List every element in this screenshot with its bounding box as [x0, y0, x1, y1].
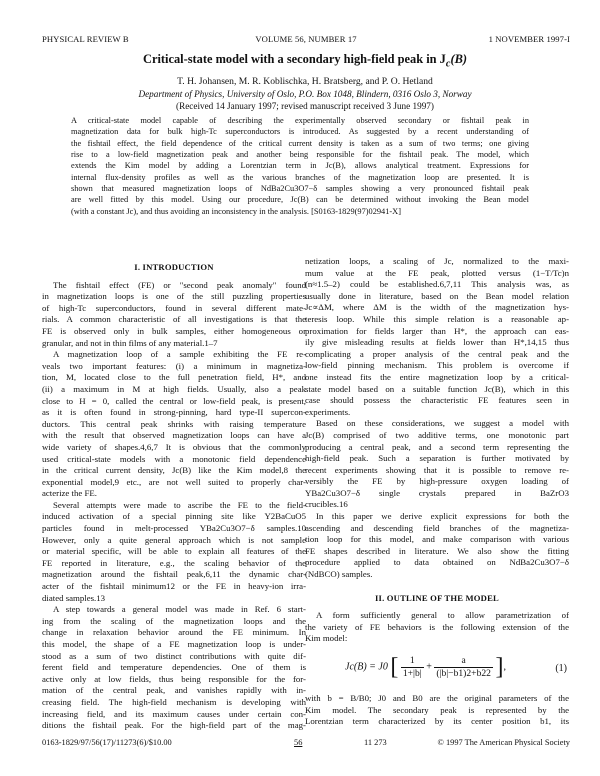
body-text-line: exponential model,9 etc., are not well suited to properly char- [42, 476, 306, 487]
body-text-line: in the critical current density, Jc(B) like the Kim model,8 the [42, 465, 306, 476]
body-text-line: However, only a quite general approach which is not sample [42, 534, 306, 545]
body-text-line: recent experiments showing that it is possible to remove re- [305, 464, 569, 475]
body-text-line: case should possess the characteristic FE features seen in [305, 395, 569, 406]
body-text-line: Several attempts were made to ascribe the FE to the field- [53, 499, 306, 510]
body-text-line: procedure applied to data obtained on NdBa2Cu3O7−δ [305, 557, 569, 568]
page-number: 11 273 [364, 738, 387, 747]
body-text-line: granular, and not in thin films of any material.1–7 [42, 337, 218, 348]
body-text-line: as it is often found in strong-pinning, hard type-II supercon- [42, 407, 306, 418]
body-text-line: Jc∝ΔM, where ΔM is the width of the magnetization hys- [305, 302, 569, 313]
body-text-line: A step towards a general model was made in Ref. 6 start- [53, 604, 306, 615]
body-text-line: rials. A common characteristic of all investigations is that the [42, 314, 306, 325]
right-column [305, 256, 569, 728]
body-text-line: A magnetization loop of a sample exhibiting the FE re- [53, 349, 306, 360]
body-text-line: magnetization around the fishtail peak,6,11 the dynamic char- [42, 569, 306, 580]
abstract-line: A critical-state model capable of describing the experimentally observed secondary or fishtail peak in [71, 116, 529, 125]
body-text-line: induced activation of a special pinning site like Y2BaCuO5 [42, 511, 306, 522]
body-text-line: crucibles.16 [305, 499, 348, 510]
body-text-line: FE shapes described in literature. We also show the fitting [305, 545, 569, 556]
body-text-line: active only at low fields, thus being responsible for the for- [42, 673, 306, 684]
body-text-line: In this paper we derive explicit expressions for both the [316, 511, 569, 522]
equation-1 [305, 649, 569, 689]
body-text-line: stood as a sum of two distinct contributions with quite dif- [42, 650, 306, 661]
body-text-line: experiments. [305, 406, 351, 417]
abstract-line: the fishtail effect, the field dependence of the critical current density is taken as a sum of two terms; one giving [71, 138, 529, 148]
equation-lhs: Jc(B) = J0 [345, 661, 388, 673]
equation-plus: + [426, 661, 432, 673]
body-text-line: (ii) a maximum in M at high fields. Usually, also a peak [42, 383, 306, 394]
body-text-line: particles found in melt-processed YBa2Cu3O7−δ samples.10 [42, 523, 306, 534]
right-column-body-b [305, 610, 569, 645]
paper-title [40, 52, 570, 69]
body-text-line: increasing field, and its maximum causes under certain con- [42, 708, 306, 719]
copyright: © 1997 The American Physical Society [437, 738, 570, 747]
equation-term2 [434, 655, 493, 679]
right-column-body-c [305, 693, 569, 728]
body-text-line: with b = B/B0; J0 and B0 are the original parameters of the [305, 693, 569, 703]
left-column [42, 256, 306, 732]
footer-volume: 56 [294, 738, 303, 747]
body-text-line: with the result that observed magnetization loops can have a [42, 430, 306, 441]
abstract-line: shown that measured magnetization loops of NdBa2Cu3O7−δ samples showing a very pronounced fishtail peak [71, 184, 529, 194]
abstract-line: (with a constant Jc), and thus avoiding an inconsistency in the analysis. [S0163-1829(97)02941-X] [71, 206, 401, 216]
term2-numerator: a [434, 655, 493, 668]
abstract-line: extends the Kim model by adding a Lorentzian term in Jc(B), allows analytical treatment. Expressions for [71, 161, 529, 171]
section-heading-introduction: I. INTRODUCTION [134, 262, 214, 272]
body-text-line: in magnetization loops is one of the still puzzling properties [42, 291, 306, 302]
body-text-line: wide variety of shapes.4,6,7 It is obvious that the commonly [42, 441, 306, 452]
body-text-line: versibly the FE by high-pressure oxygen loading of [305, 476, 569, 487]
term1-denominator: 1+|b| [402, 667, 422, 679]
body-text-line: Kim model. The secondary peak is represented by the [305, 704, 569, 715]
body-text-line: ferent field and temperature dependencies. One of them is [42, 662, 306, 673]
body-text-line: acter of the fishtail minimum12 or the FE in heavy-ion irra- [42, 581, 306, 592]
title-text: Critical-state model with a secondary high-field peak in J [143, 52, 446, 66]
body-text-line: of high-Tc superconductors, found in several different mate- [42, 302, 306, 313]
body-text-line: or material specific, will be able to explain all features of the [42, 546, 306, 557]
body-text-line: one instead fits the entire magnetization loop by a critical- [305, 371, 569, 382]
body-text-line: this model, the shape of a FE magnetization loop is under- [42, 639, 306, 649]
volume-number: VOLUME 56, NUMBER 17 [255, 34, 357, 44]
body-text-line: Kim model: [305, 633, 348, 644]
title-tail: (B) [450, 52, 467, 66]
equation-term1 [401, 655, 424, 679]
body-text-line: ductors. This central peak shrinks with raising temperature [42, 418, 306, 429]
abstract [71, 115, 529, 217]
body-text-line: FE is observed only in bulk samples, either homogeneous or [42, 325, 306, 336]
title-subscript: c [445, 58, 451, 70]
equation-number: (1) [555, 663, 567, 674]
abstract-line: rise to a low-field magnetization peak and another being responsible for the fishtail peak. The model, which [71, 150, 529, 160]
abstract-line: magnetization data for bulk high-Tc superconductors is introduced. As suggested by a recent understanding of [71, 127, 529, 137]
body-text-line: proximation for fields larger than H*, the approach can eas- [305, 325, 569, 336]
body-text-line: state model based on a suitable function Jc(B), which in this [305, 383, 569, 394]
body-text-line: creasing field. The high-field mechanism is developing with [42, 696, 306, 707]
body-text-line: Lorentzian term characterized by its center position b1, its [305, 716, 569, 727]
equation-body: Jc(B) = J0 [ $\frac{1}{1+|b|}$ + $\frac{a}{(|b|-b1)2+b22}$ ], [345, 654, 506, 681]
body-text-line: low-field pinning mechanism. This problem is overcome if [305, 360, 569, 371]
right-column-body-a [305, 256, 569, 581]
body-text-line: the variety of FE behaviors is the following extension of the [305, 621, 569, 632]
body-text-line: YBa2Cu3O7−δ single crystals prepared in BaZrO3 [305, 487, 569, 498]
body-text-line: netization loops, a scaling of Jc, normalized to the maxi- [305, 256, 569, 266]
body-text-line: tion, M, located close to the full penetration field, H*, and [42, 372, 306, 383]
journal-name: PHYSICAL REVIEW B [42, 34, 129, 44]
body-text-line: FE reported in literature, e.g., the scaling behavior of the [42, 557, 306, 568]
issue-date: 1 NOVEMBER 1997-I [488, 34, 570, 44]
body-text-line: close to H = 0, called the central or low-field peak, is present, [42, 395, 306, 406]
body-text-line: high-field peak. Such a separation is further motivated by [305, 453, 569, 464]
body-text-line: used critical-state models with a monotonic field dependence [42, 453, 306, 464]
section-heading-model: II. OUTLINE OF THE MODEL [375, 592, 499, 603]
left-column-body [42, 280, 306, 732]
body-text-line: producing a central peak, and a second term representing the [305, 441, 569, 452]
received-dates: (Received 14 January 1997; revised manuscript received 3 June 1997) [176, 101, 434, 111]
author-list: T. H. Johansen, M. R. Koblischka, H. Bratsberg, and P. O. Hetland [177, 76, 433, 87]
body-text-line: (NdBCO) samples. [305, 569, 373, 580]
term2-denominator: (|b|−b1)2+b22 [436, 667, 491, 679]
body-text-line: A form sufficiently general to allow parametrization of [316, 610, 569, 621]
body-text-line: ascending and descending field branches of the magnetiza- [305, 522, 569, 533]
body-text-line: diated samples.13 [42, 592, 106, 603]
body-text-line: mum value at the FE peak, plotted versus (1−T/Tc)n [305, 267, 569, 278]
body-text-line: change in relaxation behavior around the FE minimum. In [42, 627, 306, 638]
abstract-line: internal flux-density profiles as well as the various branches of the magnetization loop are presented. It is [71, 172, 529, 182]
abstract-line: are well fitted by this model. Using our procedure, Jc(B) can be determined without invoking the Bean model [71, 195, 529, 205]
body-text-line: teresis loop. While this simple relation is a reasonable ap- [305, 313, 569, 324]
body-text-line: usually done in literature, based on the Bean model relation [305, 290, 569, 301]
term1-numerator: 1 [401, 655, 424, 668]
body-text-line: ditions the fishtail peak. For the high-field part of the mag- [42, 720, 306, 731]
affiliation: Department of Physics, University of Oslo, P.O. Box 1048, Blindern, 0316 Oslo 3, Norway [138, 89, 472, 99]
body-text-line: tion loop for this model, and make comparison with various [305, 534, 569, 545]
body-text-line: veals two important features: (i) a minimum in magnetiza- [42, 360, 306, 371]
body-text-line: ing from the scaling of the magnetization loops and the [42, 615, 306, 626]
body-text-line: Based on these considerations, we suggest a model with [316, 418, 569, 429]
body-text-line: mation of the central peak, and vanishes rapidly with in- [42, 685, 306, 696]
body-text-line: (n≈1.5–2) could be established.6,7,11 This analysis was, as [305, 279, 569, 290]
body-text-line: ily give misleading results at fields lower than H*,14,15 thus [305, 337, 569, 348]
body-text-line: Jc(B) comprised of two additive terms, one monotonic part [305, 429, 569, 440]
issn-code: 0163-1829/97/56(17)/11273(6)/$10.00 [42, 738, 172, 747]
body-text-line: complicating a proper analysis of the central peak and the [305, 348, 569, 359]
body-text-line: acterize the FE. [42, 488, 97, 499]
body-text-line: The fishtail effect (FE) or "second peak anomaly" found [53, 279, 306, 290]
